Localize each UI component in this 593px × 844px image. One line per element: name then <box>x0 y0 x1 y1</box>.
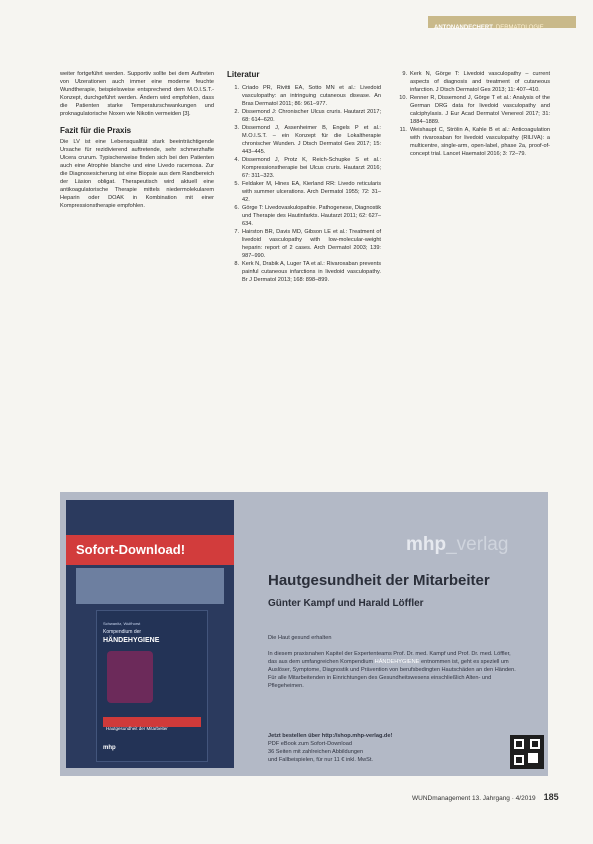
order-link[interactable]: Jetzt bestellen über http://shop.mhp-verlag.de! <box>268 733 393 739</box>
download-banner-text: Sofort-Download! <box>76 542 186 557</box>
column-2 <box>227 70 381 284</box>
literatur-heading: Literatur <box>227 70 260 79</box>
book-subtitle: Kompendium der <box>103 629 142 635</box>
ad-title: Hautgesundheit der Mitarbeiter <box>268 572 490 589</box>
ad-order-info <box>268 732 488 764</box>
fazit-heading: Fazit für die Praxis <box>60 126 132 135</box>
book-red-text: Hautgesundheit der Mitarbeiter <box>106 726 168 731</box>
reference-item: 9. Kerk N, Görge T: Livedoid vasculopathy – current aspects of diagnosis and treatment of cutaneous infarction. J Dtsch Dermatol Ges 2013; 11: 407–410. <box>402 71 550 93</box>
order-bullet: PDF eBook zum Sofort-Download <box>268 741 352 747</box>
book-illustration <box>107 651 153 703</box>
journal-name: WUNDmanagement 13. Jahrgang · 4/2019 <box>412 795 536 802</box>
reference-item: 11. Weishaupt C, Strölin A, Kahle B et al.: Anticoagulation with rivaroxaban for livedoid vasculopathy (RILIVA): a multicentre, single-arm, open-label, phase 2a, proof-of-concept trial. Lancet Haematol 2016; 3: 72–79. <box>399 127 550 157</box>
section-sublabel: DERMATOLOGIE <box>495 25 544 31</box>
book-cover <box>96 610 208 762</box>
ad-image-panel <box>66 500 234 768</box>
order-bullet: 36 Seiten mit zahlreichen Abbildungen <box>268 749 364 755</box>
fazit-text: Die LV ist eine Lebensqualität stark beeinträchtigende Ursache für rezidivierend auftretende, sehr schmerzhafte Ulcera crurum. Typischerweise finden sich bei den Patienten auch eine Atrophie blanche und eine Livedo racemosa. Zur die Diagnosesicherung ist eine Biopsie aus dem Randbereich der Läsion obligat. Therapeutisch wird aktuell eine antikoagulatorische Therapie mittels niedermolekularem Heparin oder DOAK in Kombination mit einer Kompressionstherapie empfohlen. <box>60 139 214 209</box>
reference-item: 8. Kerk N, Drabik A, Luger TA et al.: Rivaroxaban prevents painful cutaneous infarctions in livedoid vasculopathy. Br J Dermatol 2013; 168: 898–899. <box>234 261 381 283</box>
ad-photo <box>76 568 224 604</box>
ad-description: In diesem praxisnahen Kapitel der Expertenteams Prof. Dr. med. Kampf und Prof. Dr. med. Löffler, das aus dem umfangreichen Kompendium HÄNDEHYGIENE entnommen ist, geht es speziell um Auslöser, Symptome, Diagnostik und Prävention von berufsbedingten Hautschäden an den Händen. Für alle Mitarbeitenden in Einrichtungen des Gesundheitswesens einschließlich Alten- und Pflegeheimen. <box>268 651 516 689</box>
qr-code-icon[interactable] <box>510 735 544 769</box>
reference-item: 10. Renner R, Dissemond J, Görge T et al.: Analysis of the German DRG data for livedoid vasculopathy and calciphylaxis. J Eur Acad Dermatol Venereol 2017; 31: 1884–1889. <box>399 95 550 125</box>
download-banner <box>66 535 234 565</box>
page-number: 185 <box>543 792 559 802</box>
reference-item: 6. Görge T: Livedovaskulopathie. Pathogenese, Diagnostik und Therapie des Hautinfarkts. Hautarzt 2011; 62: 627–634. <box>234 205 381 227</box>
reference-item: 5. Feldaker M, Hines EA, Kierland RR: Livedo reticularis with summer ulcerations. Arch Dermatol 1955; 72: 31–42. <box>234 181 381 203</box>
page-footer <box>412 792 559 802</box>
ad-lead: Die Haut gesund erhalten <box>268 635 332 641</box>
reference-item: 4. Dissemond J, Protz K, Reich-Schupke S et al.: Kompressionstherapie bei Ulcus cruris. Hautarzt 2016; 67: 311–323. <box>234 157 381 179</box>
column-3 <box>395 70 550 158</box>
publisher-logo: mhp_verlag <box>406 534 509 555</box>
reference-item: 2. Dissemond J: Chronischer Ulcus cruris. Hautarzt 2017; 68: 614–620. <box>234 109 381 123</box>
book-author: Schwanitz, Wulfhorst <box>103 621 141 626</box>
ad-authors: Günter Kampf und Harald Löffler <box>268 598 424 609</box>
section-label: ANTONANDECHERT <box>434 25 493 31</box>
book-red-band <box>103 717 201 731</box>
column-1 <box>60 70 214 210</box>
book-publisher-logo: mhp <box>103 745 116 751</box>
book-title: HÄNDEHYGIENE <box>103 637 160 644</box>
ad-body <box>268 634 518 698</box>
reference-item: 1. Criado PR, Rivitti EA, Sotto MN et al.: Livedoid vasculopathy: an intringuing cutaneous disease. An Bras Dermatol 2011; 86: 961–977. <box>234 85 381 107</box>
section-header <box>428 16 576 31</box>
intro-text: weiter fortgeführt werden. Supportiv sollte bei dem Auftreten von Ulzerationen auch immer eine moderne feuchte Wundtherapie, beispielsweise entsprechend dem M.O.I.S.T.-Konzept, durchgeführt werden. Ändern wird empfohlen, dass die Patienten starke Temperaturschwankungen und proknagulatorische Noxen wie Nikotin vermeiden [3]. <box>60 71 214 117</box>
reference-item: 3. Dissemond J, Assenheimer B, Engels P et al.: M.O.I.S.T. – ein Konzept für die Lokaltherapie chronischer Wunden. J Dtsch Dermatol Ges 2017; 15: 443–445. <box>234 125 381 155</box>
reference-item: 7. Hairston BR, Davis MD, Gibson LE et al.: Treatment of livedoid vasculopathy with low-molecular-weight heparin: report of 2 cases. Arch Dermatol 2003; 139: 987–990. <box>234 229 381 259</box>
order-bullet: und Fallbeispielen, für nur 11 € inkl. MwSt. <box>268 757 373 763</box>
